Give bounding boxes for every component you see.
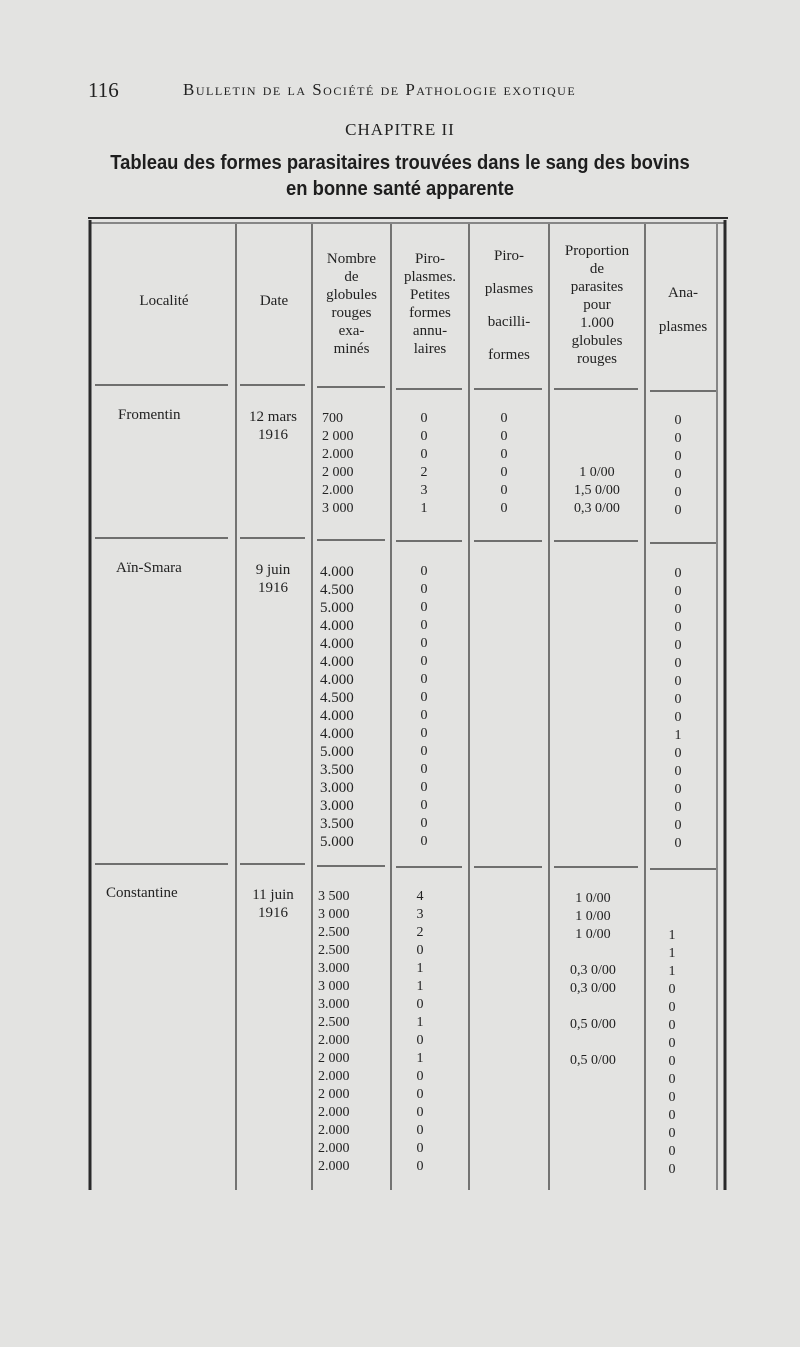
proportion-column-g3: 1 0/00 1 0/00 1 0/00 0,3 0/00 0,3 0/00 0,5 0/00 0,5 0/00 — [570, 891, 616, 1068]
anaplasmes-column-g2: 0 0 0 0 0 0 0 0 0 1 0 0 0 0 0 0 — [674, 566, 682, 851]
piro-petites-column-g2: 0 0 0 0 0 0 0 0 0 0 0 0 0 0 0 0 — [420, 564, 428, 849]
header-date: Date — [259, 293, 289, 309]
group-separator-2 — [95, 864, 716, 869]
piro-bacilli-column-g1: 0 0 0 0 0 0 — [500, 411, 508, 516]
anaplasmes-column-g3: 1 1 1 0 0 0 0 0 0 0 0 0 0 0 — [668, 928, 676, 1177]
date-constantine: 11 juin 1916 — [252, 887, 294, 921]
nombre-column-g2: 4.000 4.500 5.000 4.000 4.000 4.000 4.000 4.500 4.000 4.000 5.000 3.500 3.000 3.000 3.500 5.000 — [320, 564, 354, 850]
date-ain-smara: 9 juin 1916 — [255, 562, 291, 596]
header-piroplasmes-petites-formes: Piro- plasmes. Petites formes annu- laires — [403, 251, 457, 357]
locality-ain-smara: Aïn-Smara — [116, 560, 182, 576]
proportion-column-g1: 1 0/00 1,5 0/00 0,3 0/00 — [574, 465, 620, 516]
header-anaplasmes: Ana- plasmes — [658, 285, 708, 335]
table-title-line-1: Tableau des formes parasitaires trouvées dans le sang des bovins — [110, 152, 690, 174]
table-title-line-2: en bonne santé apparente — [285, 178, 515, 200]
nombre-column-g3: 3 500 3 000 2.500 2.500 3.000 3 000 3.000 2.500 2.000 2 000 2.000 2 000 2.000 2.000 2.000 2.000 — [318, 889, 350, 1174]
date-fromentin: 12 mars 1916 — [249, 409, 297, 443]
group-separator-1 — [95, 538, 716, 543]
nombre-column-g1: 700 2 000 2.000 2 000 2.000 3 000 — [322, 411, 354, 516]
header-underlines — [95, 385, 716, 391]
piro-petites-column-g3: 4 3 2 0 1 1 0 1 0 1 0 0 0 0 0 0 — [416, 889, 424, 1174]
header-nombre-globules: Nombre de globules rouges exa- minés — [326, 251, 377, 357]
header-localite: Localité — [139, 293, 189, 309]
anaplasmes-column-g1: 0 0 0 0 0 0 — [674, 413, 682, 518]
locality-fromentin: Fromentin — [118, 407, 181, 423]
piro-petites-column-g1: 0 0 0 2 3 1 — [420, 411, 428, 516]
chapter-heading: CHAPITRE II — [345, 120, 455, 139]
page-number: 116 — [88, 78, 119, 102]
header-proportion-parasites: Proportion de parasites pour 1.000 globules rouges — [564, 243, 630, 367]
header-piroplasmes-bacilliformes: Piro- plasmes bacilli- formes — [484, 248, 534, 363]
locality-constantine: Constantine — [106, 885, 178, 901]
running-head-title: Bulletin de la Société de Pathologie exotique — [183, 80, 577, 99]
